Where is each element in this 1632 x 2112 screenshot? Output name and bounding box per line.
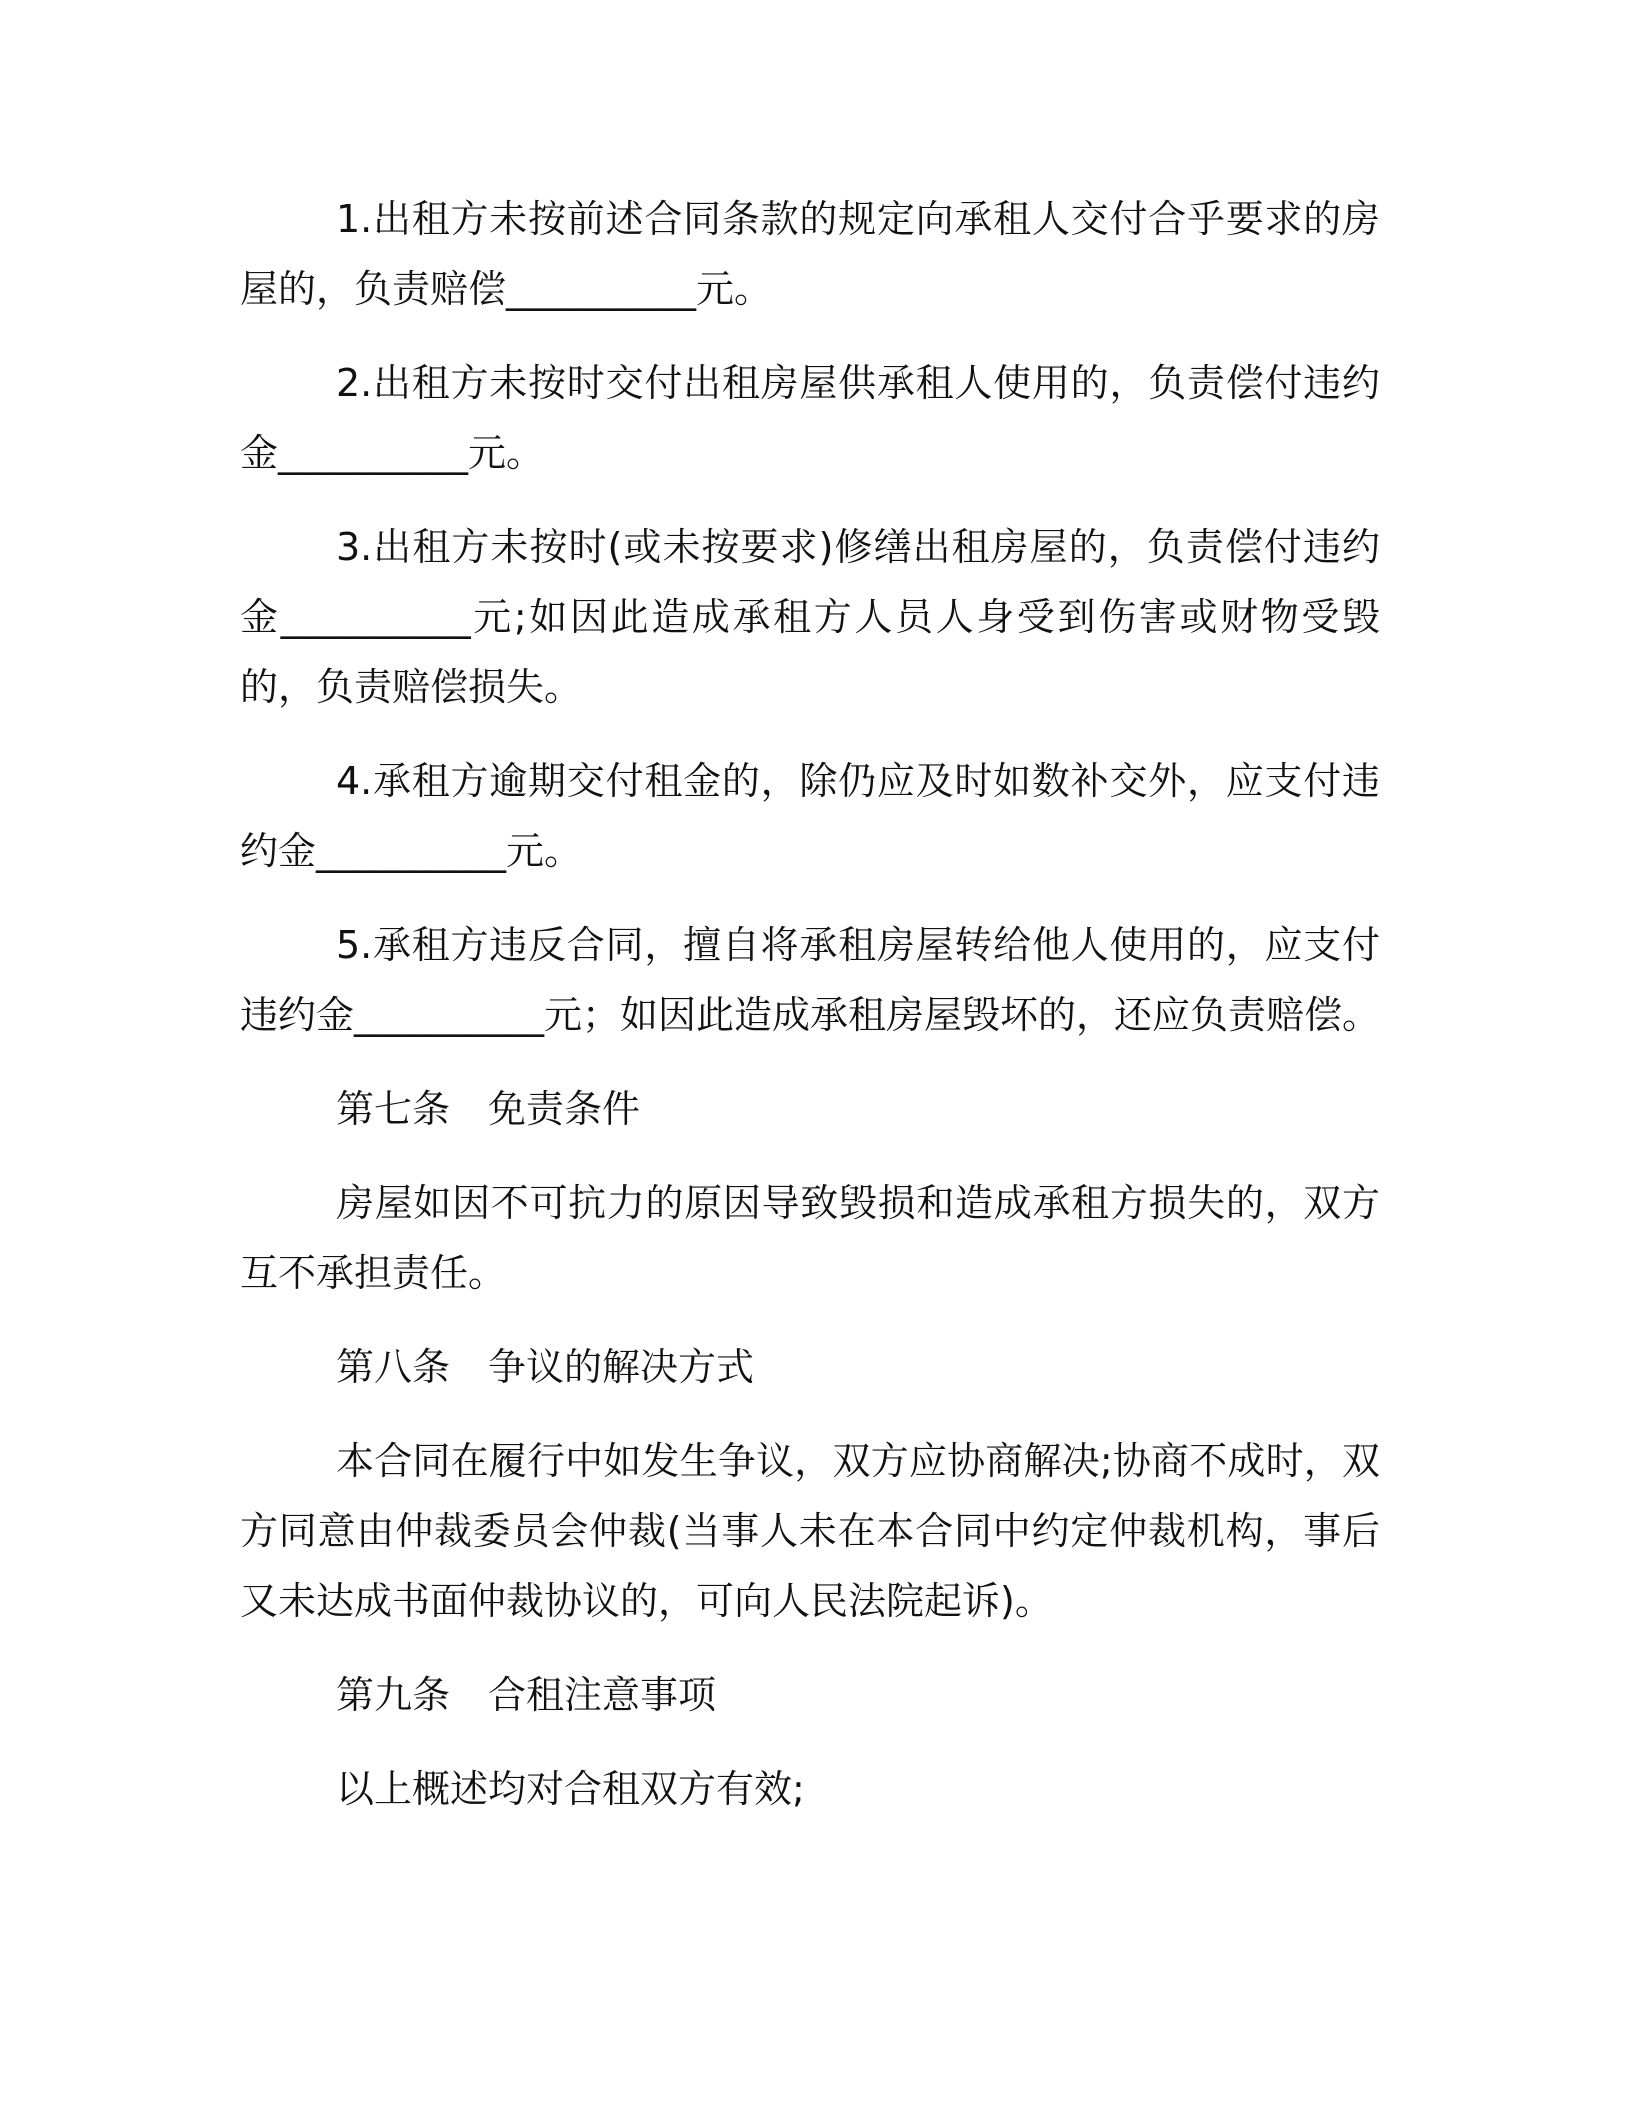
clause-item-3: 3.出租方未按时(或未按要求)修缮出租房屋的，负责偿付违约金__________元;如因此造成承租方人员人身受到伤害或财物受毁的，负责赔偿损失。	[240, 525, 1380, 709]
article-9-heading: 第九条 合租注意事项	[336, 1673, 717, 1717]
clause-item-5: 5.承租方违反合同，擅自将承租房屋转给他人使用的，应支付违约金__________元；如因此造成承租房屋毁坏的，还应负责赔偿。	[240, 923, 1381, 1037]
clause-item-1: 1.出租方未按前述合同条款的规定向承租人交付合乎要求的房屋的，负责赔偿__________元。	[240, 197, 1380, 311]
article-8-heading: 第八条 争议的解决方式	[336, 1345, 755, 1389]
clause-item-2: 2.出租方未按时交付出租房屋供承租人使用的，负责偿付违约金__________元。	[240, 361, 1380, 475]
clause-item-4: 4.承租方逾期交付租金的，除仍应及时如数补交外，应支付违约金__________元。	[240, 759, 1380, 873]
article-7-body: 房屋如因不可抗力的原因导致毁损和造成承租方损失的，双方互不承担责任。	[240, 1181, 1380, 1295]
article-7-heading: 第七条 免责条件	[336, 1087, 641, 1131]
article-9-body: 以上概述均对合租双方有效;	[336, 1767, 805, 1811]
article-8-body: 本合同在履行中如发生争议，双方应协商解决;协商不成时，双方同意由仲裁委员会仲裁(当事人未在本合同中约定仲裁机构，事后又未达成书面仲裁协议的，可向人民法院起诉)。	[240, 1439, 1380, 1623]
document-page	[240, 184, 1380, 1848]
